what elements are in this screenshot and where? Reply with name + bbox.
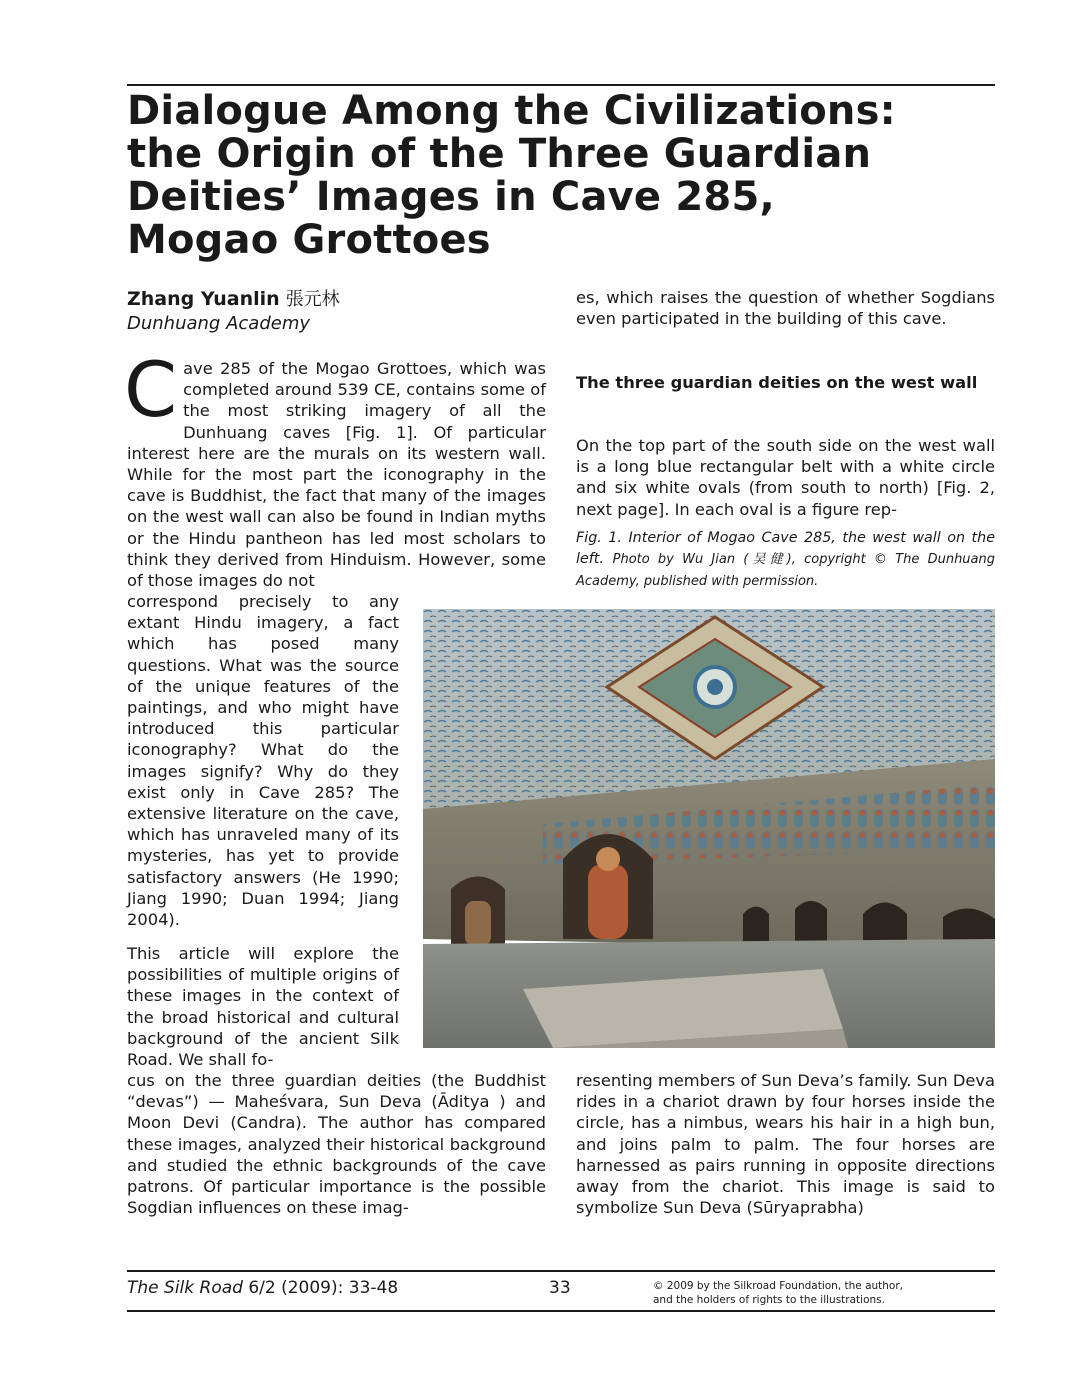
footer-bottom-rule <box>127 1310 995 1312</box>
body-right-top <box>576 287 995 329</box>
paragraph-text: correspond precisely to any extant Hindu imagery, a fact which has posed many questions. What was the source of the unique features of the paintings, and who might have introduced this particular iconography? What do the images signify? Why do they exist only in Cave 285? The extensive literature on the cave, which has unraveled many of its mysteries, has yet to provide satisfactory answers (He 1990; Jiang 1990; Duan 1994; Jiang 2004). <box>127 592 399 930</box>
page-number: 33 <box>549 1278 571 1298</box>
paragraph-text: On the top part of the south side on the west wall is a long blue rectangular belt with a white circle and six white ovals (from south to north) [Fig. 2, next page]. In each oval is a figure rep- <box>576 436 995 519</box>
paragraph-text: ave 285 of the Mogao Grottoes, which was completed around 539 CE, contains some of the most striking imagery of all the Dunhuang caves [Fig. 1]. Of particular interest here are the murals on its western wall. While for the most part the iconography in the cave is Buddhist, the fact that many of the images on the west wall can also be found in Indian myths or the Hindu pantheon has led most scholars to think they derived from Hinduism. However, some of those images do not <box>127 359 546 591</box>
footer-top-rule <box>127 1270 995 1272</box>
top-rule <box>127 84 995 86</box>
title-line: Dialogue Among the Civilizations: <box>127 88 896 134</box>
body-left-narrow-2 <box>127 943 399 1070</box>
paragraph-text: This article will explore the possibilities of multiple origins of these images in the context of the broad historical and cultural background of the ancient Silk Road. We shall fo- <box>127 944 399 1070</box>
copyright-notice <box>653 1280 903 1307</box>
cave-interior-photo <box>423 609 995 1048</box>
journal-name: The Silk Road <box>127 1278 243 1298</box>
body-left-top <box>124 345 546 591</box>
body-right-mid <box>576 435 995 520</box>
caption-credit: Photo by Wu Jian (吴健), copyright © The Dunhuang Academy, published with permission. <box>576 552 995 589</box>
author-name: Zhang Yuanlin <box>127 288 280 310</box>
article-title <box>127 90 995 262</box>
copyright-line: and the holders of rights to the illustrations. <box>653 1293 885 1306</box>
journal-issue: 6/2 (2009): 33-48 <box>248 1278 399 1298</box>
figure-caption <box>576 528 995 592</box>
caption-main: Fig. 1. Interior of Mogao Cave 285, the west wall on the left. <box>576 530 995 568</box>
copyright-line: © 2009 by the Silkroad Foundation, the author, <box>653 1280 904 1292</box>
paragraph-text: es, which raises the question of whether Sogdians even participated in the building of this cave. <box>576 288 995 329</box>
journal-citation <box>127 1278 398 1298</box>
author-hanzi: 張元林 <box>285 289 340 310</box>
author-block <box>127 285 340 311</box>
body-left-bottom <box>127 1070 546 1218</box>
title-line: the Origin of the Three Guardian <box>127 131 872 177</box>
section-heading: The three guardian deities on the west wall <box>576 373 978 392</box>
body-right-bottom <box>576 1070 995 1218</box>
title-line: Mogao Grottoes <box>127 217 491 263</box>
paragraph-text: cus on the three guardian deities (the Buddhist “devas”) — Maheśvara, Sun Deva (Āditya ) and Moon Devi (Candra). The author has compared these images, analyzed their historical background and studied the ethnic backgrounds of the cave patrons. Of particular importance is the possible Sogdian influences on these imag- <box>127 1071 546 1218</box>
drop-cap: C <box>124 345 178 434</box>
body-left-narrow-1 <box>127 591 399 930</box>
title-line: Deities’ Images in Cave 285, <box>127 174 775 220</box>
author-affiliation: Dunhuang Academy <box>127 313 311 334</box>
paragraph-text: resenting members of Sun Deva’s family. Sun Deva rides in a chariot drawn by four horses inside the circle, has a nimbus, wears his hair in a high bun, and joins palm to palm. The four horses are harnessed as pairs running in opposite directions away from the chariot. This image is said to symbolize Sun Deva (Sūryaprabha) <box>576 1071 995 1218</box>
